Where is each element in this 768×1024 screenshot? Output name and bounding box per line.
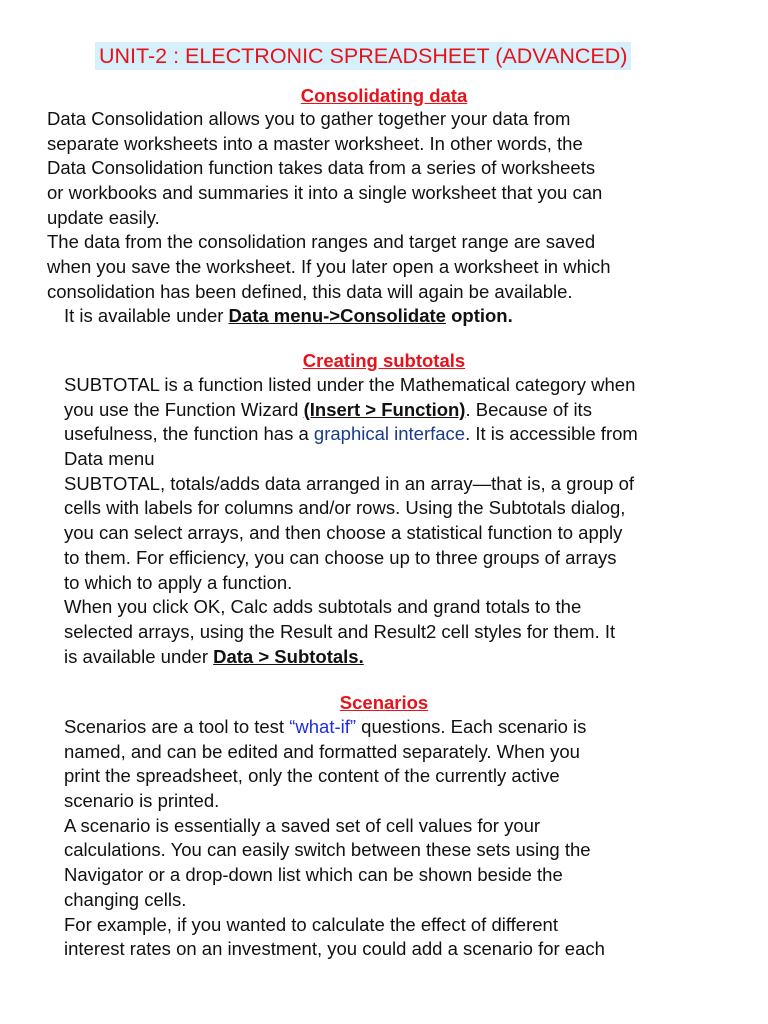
heading-scenarios: Scenarios bbox=[339, 692, 429, 713]
text-line: SUBTOTAL is a function listed under the Mathematical category when bbox=[64, 374, 636, 395]
text-line: you can select arrays, and then choose a statistical function to apply bbox=[64, 522, 623, 544]
text-line: scenario is printed. bbox=[64, 790, 220, 812]
text-fragment: Scenarios are a tool to test bbox=[64, 716, 290, 737]
text-line: to which to apply a function. bbox=[64, 571, 293, 593]
consolidating-body bbox=[47, 107, 611, 305]
subtotals-menu-path: Data > Subtotals. bbox=[213, 645, 364, 667]
text-line: print the spreadsheet, only the content of the currently active bbox=[64, 765, 560, 787]
text-line: Navigator or a drop-down list which can be shown beside the bbox=[64, 864, 563, 886]
text-line: update easily. bbox=[47, 206, 160, 228]
function-wizard-path: (Insert > Function) bbox=[303, 398, 466, 420]
text-line bbox=[64, 398, 638, 423]
what-if-text: “what-if” bbox=[289, 716, 357, 737]
text-fragment: questions. Each scenario is bbox=[356, 716, 587, 737]
text-fragment: usefulness, the function has a bbox=[64, 423, 314, 445]
text-line: calculations. You can easily switch between these sets using the bbox=[64, 839, 591, 861]
page-title: UNIT-2 : ELECTRONIC SPREADSHEET (ADVANCED) bbox=[95, 42, 631, 70]
consolidate-menu-path: Data menu->Consolidate bbox=[228, 305, 446, 326]
text-fragment: It is available under bbox=[64, 305, 229, 326]
text-line: named, and can be edited and formatted separately. When you bbox=[64, 740, 580, 762]
text-line: to them. For efficiency, you can choose up to three groups of arrays bbox=[64, 546, 617, 568]
heading-creating-subtotals: Creating subtotals bbox=[302, 350, 466, 371]
text-fragment: . It is accessible from bbox=[465, 423, 638, 445]
text-line: For example, if you wanted to calculate the effect of different bbox=[64, 913, 558, 935]
text-line: selected arrays, using the Result and Result2 cell styles for them. It bbox=[64, 620, 616, 642]
text-line: separate worksheets into a master worksheet. In other words, the bbox=[47, 132, 583, 154]
text-line: Data Consolidation function takes data from a series of worksheets bbox=[47, 157, 596, 179]
text-line: Data Consolidation allows you to gather together your data from bbox=[47, 108, 571, 129]
text-fragment: you use the Function Wizard bbox=[64, 398, 304, 420]
text-line: The data from the consolidation ranges and target range are saved bbox=[47, 231, 596, 253]
text-line: when you save the worksheet. If you later open a worksheet in which bbox=[47, 256, 611, 278]
text-fragment: . Because of its bbox=[465, 398, 592, 420]
text-fragment: is available under bbox=[64, 645, 214, 667]
text-line: changing cells. bbox=[64, 888, 187, 910]
text-line: When you click OK, Calc adds subtotals and grand totals to the bbox=[64, 596, 582, 618]
subtotals-body bbox=[64, 373, 638, 669]
text-line: cells with labels for columns and/or rows. Using the Subtotals dialog, bbox=[64, 497, 626, 519]
text-line bbox=[64, 422, 638, 447]
text-line: SUBTOTAL, totals/adds data arranged in an array—that is, a group of bbox=[64, 472, 635, 494]
heading-consolidating-data: Consolidating data bbox=[300, 85, 468, 106]
consolidating-availability bbox=[64, 304, 513, 329]
graphical-interface-text: graphical interface bbox=[313, 423, 466, 445]
text-fragment: option. bbox=[445, 305, 513, 326]
text-line: interest rates on an investment, you could add a scenario for each bbox=[64, 938, 605, 960]
text-line bbox=[64, 715, 605, 740]
text-line bbox=[64, 645, 638, 670]
scenarios-body bbox=[64, 715, 605, 962]
text-line: Data menu bbox=[64, 448, 155, 470]
text-line: A scenario is essentially a saved set of cell values for your bbox=[64, 814, 541, 836]
text-line: or workbooks and summaries it into a single worksheet that you can bbox=[47, 182, 603, 204]
text-line: consolidation has been defined, this data will again be available. bbox=[47, 280, 573, 302]
